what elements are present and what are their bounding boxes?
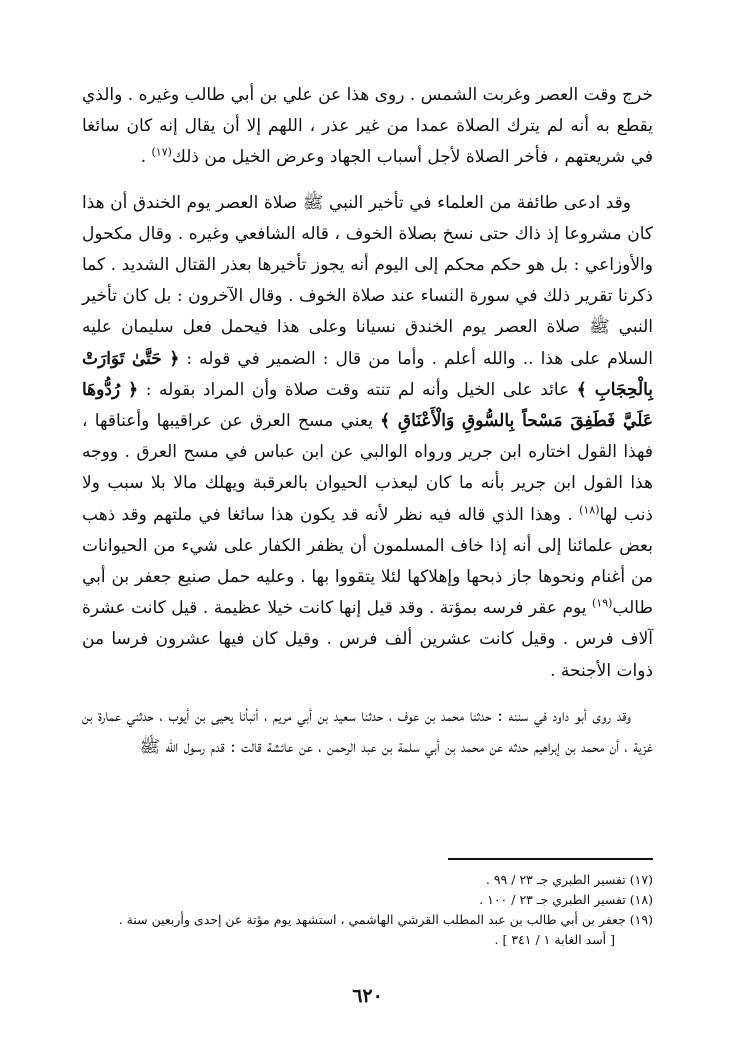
text-run: عائد على الخيل وأنه لم تنته وقت صلاة وأن المراد بقوله : xyxy=(138,379,577,400)
footnote: (١٩) جعفر بن أبي طالب بن عبد المطلب القرشي الهاشمي ، استشهد يوم مؤتة عن إحدى وأربعين سنة . xyxy=(118,912,653,927)
footnotes xyxy=(82,870,653,950)
main-text xyxy=(82,80,653,763)
paragraph xyxy=(82,188,653,687)
footnote: (١٨) تفسير الطبري جـ ٢٣ / ١٠٠ . xyxy=(479,892,653,907)
text-run: وقد روى أبو داود في سننه : حدثنا محمد بن عوف ، حدثنا سعيد بن أبي مريم ، أنبأنا يحيى بن أيوب ، حدثني عمارة بن غزية ، أن محمد بن إبراهيم حدثه عن محمد بن أبي سلمة بن عبد الرحمن ، عن عائشة قالت : قدم رسول الله ﷺ xyxy=(82,705,653,758)
footnote-ref: (١٧) xyxy=(151,145,172,159)
text-run: . xyxy=(140,147,152,168)
paragraph xyxy=(82,701,653,763)
page-number: ٦٢٠ xyxy=(352,985,383,1007)
footnote-continuation: [ أسد الغابة ١ / ٣٤١ ] . xyxy=(494,932,615,947)
paragraph xyxy=(82,80,653,174)
book-page xyxy=(82,80,653,1058)
quran-verse: ﴿ رُدُّوهَا عَلَيَّ فَطَفِقَ مَسْحاً بِالسُّوقِ وَالْأَعْنَاقِ ﴾ xyxy=(82,379,653,432)
text-run: يعني مسح العرق عن عراقيبها وأعناقها ، فهذا القول اختاره ابن جرير ورواه الوالبي عن ابن عباس في مسح العرق . ووجه هذا القول ابن جرير بأنه ما كان ليعذب الحيوان بالعرقبة ويهلك مالا بلا سبب ولا ذنب لها xyxy=(82,411,653,525)
quran-verse: ﴿ حَتَّىٰ تَوَارَتْ بِالْحِجَابِ ﴾ xyxy=(82,348,653,400)
text-run: خرج وقت العصر وغربت الشمس . روى هذا عن علي بن أبي طالب وغيره . والذي يقطع به أنه لم يترك الصلاة عمدا من غير عذر ، اللهم إلا أن يقال إنه كان سائغا في شريعتهم ، فأخر الصلاة لأجل أسباب الجهاد وعرض الخيل من ذلك xyxy=(82,85,653,168)
text-run: يوم عقر فرسه بمؤتة . وقد قيل إنها كانت خيلا عظيمة . قيل كانت عشرة آلاف فرس . وقيل كانت عشرين ألف فرس . وقيل كان فيها عشرون فرسا من ذوات الأجنحة . xyxy=(82,598,653,681)
footnote: (١٧) تفسير الطبري جـ ٢٣ / ٩٩ . xyxy=(485,872,653,887)
footnote-separator xyxy=(448,858,653,860)
text-run: وقد ادعى طائفة من العلماء في تأخير النبي ﷺ صلاة العصر يوم الخندق أن هذا كان مشروعا إذ ذاك حتى نسخ بصلاة الخوف ، قاله الشافعي وغيره . وقال مكحول والأوزاعي : بل هو حكم محكم إلى اليوم أنه يجوز تأخيرها بعذر القتال الشديد . كما ذكرنا تقرير ذلك في سورة النساء عند صلاة الخوف . وقال الآخرون : بل كان تأخير النبي ﷺ صلاة العصر يوم الخندق نسيانا وعلى هذا فيحمل فعل سليمان عليه السلام على هذا .. والله أعلم . وأما من قال : الضمير في قوله : xyxy=(82,192,653,369)
text-run: . وهذا الذي قاله فيه نظر لأنه قد يكون هذا سائغا في ملتهم وقد ذهب بعض علمائنا إلى أنه إذا خاف المسلمون أن يظفر الكفار على شيء من الحيوانات من أغنام ونحوها جاز ذبحها وإهلاكها لئلا يتقووا بها . وعليه حمل صنيع جعفر بن أبي طالب xyxy=(82,504,653,619)
footnote-ref: (١٨) xyxy=(579,502,600,516)
footnote-ref: (١٩) xyxy=(591,596,613,610)
